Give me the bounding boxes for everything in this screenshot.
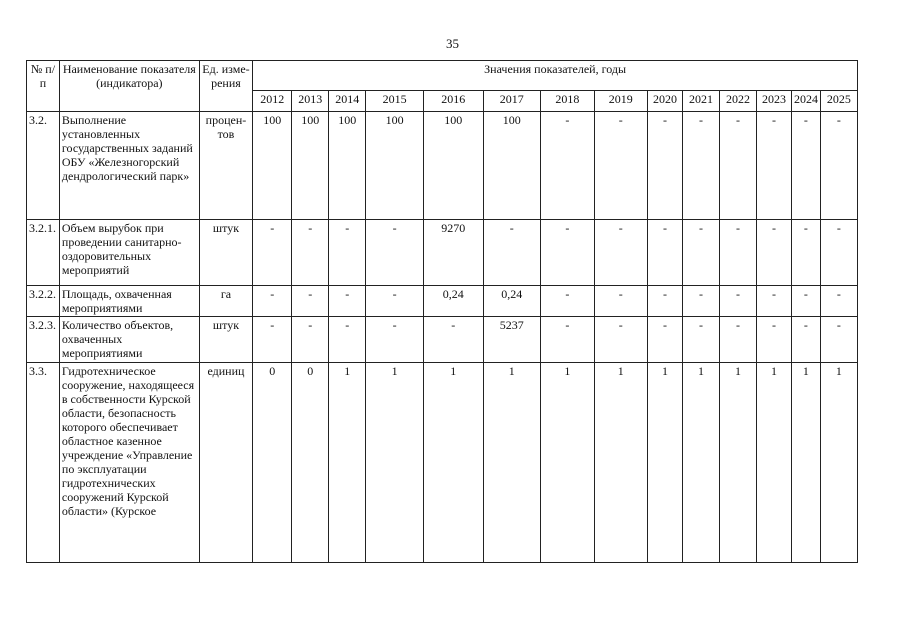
header-year: 2024 bbox=[791, 91, 820, 112]
indicator-value: - bbox=[791, 286, 820, 317]
indicator-value: 1 bbox=[594, 363, 647, 563]
unit-of-measure: штук bbox=[199, 220, 252, 286]
indicator-value: - bbox=[820, 317, 857, 363]
unit-of-measure: га bbox=[199, 286, 252, 317]
indicator-value: - bbox=[682, 112, 719, 220]
header-year: 2013 bbox=[292, 91, 329, 112]
indicator-value: 0 bbox=[292, 363, 329, 563]
indicator-value: 0,24 bbox=[483, 286, 541, 317]
indicator-value: - bbox=[253, 286, 292, 317]
indicator-value: 5237 bbox=[483, 317, 541, 363]
header-unit: Ед. изме- рения bbox=[199, 61, 252, 112]
indicator-value: - bbox=[820, 220, 857, 286]
indicator-value: 9270 bbox=[423, 220, 483, 286]
indicator-value: - bbox=[648, 112, 683, 220]
indicator-value: 0 bbox=[253, 363, 292, 563]
indicator-value: 1 bbox=[719, 363, 756, 563]
indicator-value: - bbox=[329, 286, 366, 317]
indicator-value: 1 bbox=[757, 363, 792, 563]
header-year: 2019 bbox=[594, 91, 647, 112]
indicator-value: 1 bbox=[682, 363, 719, 563]
indicator-value: - bbox=[682, 286, 719, 317]
indicator-value: 0,24 bbox=[423, 286, 483, 317]
row-number: 3.2. bbox=[27, 112, 60, 220]
row-number: 3.2.2. bbox=[27, 286, 60, 317]
indicator-value: - bbox=[719, 286, 756, 317]
indicator-value: - bbox=[594, 317, 647, 363]
indicator-value: 1 bbox=[366, 363, 424, 563]
indicator-value: 100 bbox=[483, 112, 541, 220]
unit-of-measure: штук bbox=[199, 317, 252, 363]
indicator-value: - bbox=[292, 286, 329, 317]
indicator-value: - bbox=[719, 220, 756, 286]
indicator-value: 1 bbox=[648, 363, 683, 563]
indicator-value: - bbox=[594, 112, 647, 220]
indicator-value: - bbox=[329, 317, 366, 363]
indicator-value: 1 bbox=[483, 363, 541, 563]
indicator-value: - bbox=[648, 286, 683, 317]
indicator-value: - bbox=[329, 220, 366, 286]
indicator-value: - bbox=[423, 317, 483, 363]
table-row bbox=[27, 286, 858, 317]
row-number: 3.2.3. bbox=[27, 317, 60, 363]
indicator-name: Количество объектов, охваченных мероприятиями bbox=[59, 317, 199, 363]
indicator-value: 1 bbox=[791, 363, 820, 563]
indicator-value: - bbox=[366, 220, 424, 286]
page-number: 35 bbox=[446, 36, 459, 51]
indicator-value: 1 bbox=[541, 363, 594, 563]
indicator-value: - bbox=[366, 286, 424, 317]
header-year: 2014 bbox=[329, 91, 366, 112]
indicator-value: - bbox=[366, 317, 424, 363]
indicator-value: - bbox=[594, 220, 647, 286]
indicator-value: - bbox=[541, 220, 594, 286]
row-number: 3.2.1. bbox=[27, 220, 60, 286]
indicator-name: Объем вырубок при проведении санитарно-оздоровительных мероприятий bbox=[59, 220, 199, 286]
table-row bbox=[27, 220, 858, 286]
indicator-value: - bbox=[791, 317, 820, 363]
header-year: 2015 bbox=[366, 91, 424, 112]
indicator-value: - bbox=[682, 317, 719, 363]
indicator-value: 100 bbox=[329, 112, 366, 220]
header-year: 2018 bbox=[541, 91, 594, 112]
header-year: 2022 bbox=[719, 91, 756, 112]
indicator-name: Площадь, охваченная мероприятиями bbox=[59, 286, 199, 317]
indicator-value: - bbox=[594, 286, 647, 317]
indicator-name: Гидротехническое сооружение, находящееся в собственности Курской области, безопасность которого обеспечивает областное казенное учреждение «Управление по эксплуатации гидротехнических сооружений Курской области» (Курское bbox=[59, 363, 199, 563]
indicator-value: - bbox=[292, 317, 329, 363]
indicator-value: - bbox=[483, 220, 541, 286]
indicator-value: - bbox=[791, 112, 820, 220]
indicator-value: 1 bbox=[423, 363, 483, 563]
header-year: 2023 bbox=[757, 91, 792, 112]
header-num: № п/п bbox=[27, 61, 60, 112]
header-name: Наименование показателя (индикатора) bbox=[59, 61, 199, 112]
indicator-value: - bbox=[757, 286, 792, 317]
indicator-value: 100 bbox=[292, 112, 329, 220]
indicator-value: 100 bbox=[423, 112, 483, 220]
table-row bbox=[27, 317, 858, 363]
indicator-value: - bbox=[541, 286, 594, 317]
indicator-value: - bbox=[820, 112, 857, 220]
indicator-value: - bbox=[719, 112, 756, 220]
header-year: 2021 bbox=[682, 91, 719, 112]
indicator-value: 100 bbox=[366, 112, 424, 220]
indicator-value: - bbox=[292, 220, 329, 286]
row-number: 3.3. bbox=[27, 363, 60, 563]
indicator-value: - bbox=[757, 220, 792, 286]
indicator-value: - bbox=[541, 317, 594, 363]
header-values-group: Значения показателей, годы bbox=[253, 61, 858, 91]
indicator-value: 1 bbox=[329, 363, 366, 563]
header-year: 2016 bbox=[423, 91, 483, 112]
indicator-value: - bbox=[253, 317, 292, 363]
indicator-value: - bbox=[757, 112, 792, 220]
unit-of-measure: процен- тов bbox=[199, 112, 252, 220]
header-year: 2020 bbox=[648, 91, 683, 112]
indicator-value: - bbox=[648, 317, 683, 363]
indicator-value: - bbox=[791, 220, 820, 286]
header-year: 2017 bbox=[483, 91, 541, 112]
header-year: 2012 bbox=[253, 91, 292, 112]
unit-of-measure: единиц bbox=[199, 363, 252, 563]
indicator-value: - bbox=[253, 220, 292, 286]
indicator-value: - bbox=[820, 286, 857, 317]
indicator-value: 1 bbox=[820, 363, 857, 563]
indicator-value: - bbox=[541, 112, 594, 220]
indicator-value: - bbox=[719, 317, 756, 363]
table-row bbox=[27, 363, 858, 563]
indicators-table bbox=[26, 60, 858, 563]
table-row bbox=[27, 112, 858, 220]
indicator-value: - bbox=[757, 317, 792, 363]
header-year: 2025 bbox=[820, 91, 857, 112]
indicator-name: Выполнение установленных государственных заданий ОБУ «Железногорский дендрологический парк» bbox=[59, 112, 199, 220]
indicator-value: 100 bbox=[253, 112, 292, 220]
indicator-value: - bbox=[682, 220, 719, 286]
indicator-value: - bbox=[648, 220, 683, 286]
